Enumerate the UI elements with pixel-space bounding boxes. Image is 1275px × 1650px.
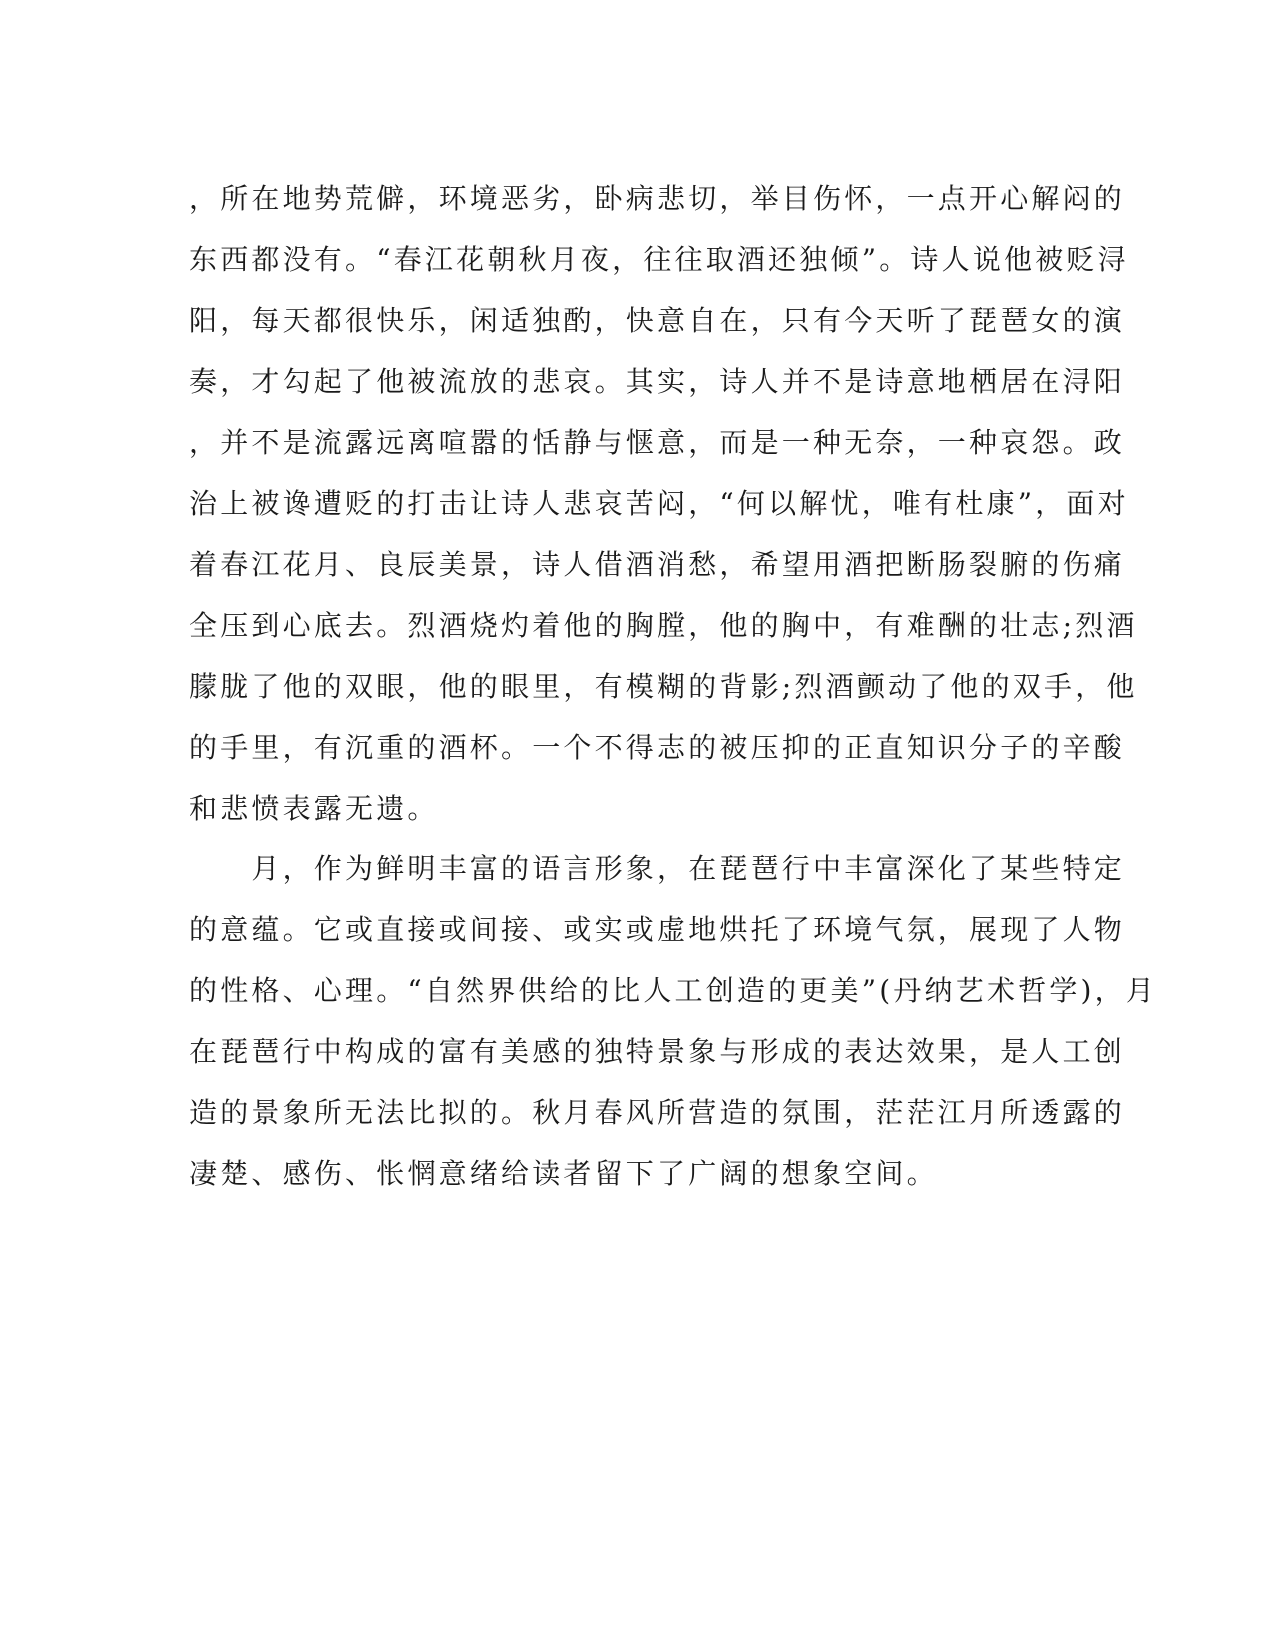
text-line: ，并不是流露远离喧嚣的恬静与惬意，而是一种无奈，一种哀怨。政 [189,426,1126,459]
text-line: 造的景象所无法比拟的。秋月春风所营造的氛围，茫茫江月所透露的 [189,1096,1126,1129]
text-line: 的性格、心理。“自然界供给的比人工创造的更美”(丹纳艺术哲学)，月 [189,974,1158,1007]
text-line: 治上被谗遭贬的打击让诗人悲哀苦闷，“何以解忧，唯有杜康”，面对 [189,487,1129,520]
text-line: 全压到心底去。烈酒烧灼着他的胸膛，他的胸中，有难酬的壮志;烈酒 [189,609,1138,642]
text-line: 月，作为鲜明丰富的语言形象，在琵琶行中丰富深化了某些特定 [189,852,1126,885]
text-line: 和悲愤表露无遗。 [189,792,439,825]
text-line: 东西都没有。“春江花朝秋月夜，往往取酒还独倾”。诗人说他被贬浔 [189,243,1129,276]
text-line: 的意蕴。它或直接或间接、或实或虚地烘托了环境气氛，展现了人物 [189,913,1126,946]
paragraph-1 [189,168,1138,839]
text-line: 的手里，有沉重的酒杯。一个不得志的被压抑的正直知识分子的辛酸 [189,731,1126,764]
text-line: 奏，才勾起了他被流放的悲哀。其实，诗人并不是诗意地栖居在浔阳 [189,365,1126,398]
text-line: 阳，每天都很快乐，闲适独酌，快意自在，只有今天听了琵琶女的演 [189,304,1126,337]
text-line: 着春江花月、良辰美景，诗人借酒消愁，希望用酒把断肠裂腑的伤痛 [189,548,1126,581]
text-line: 在琵琶行中构成的富有美感的独特景象与形成的表达效果，是人工创 [189,1035,1126,1068]
text-line: 凄楚、感伤、怅惘意绪给读者留下了广阔的想象空间。 [189,1157,938,1190]
text-line: ，所在地势荒僻，环境恶劣，卧病悲切，举目伤怀，一点开心解闷的 [189,182,1126,215]
text-line: 朦胧了他的双眼，他的眼里，有模糊的背影;烈酒颤动了他的双手，他 [189,670,1138,703]
paragraph-2 [189,838,1158,1204]
